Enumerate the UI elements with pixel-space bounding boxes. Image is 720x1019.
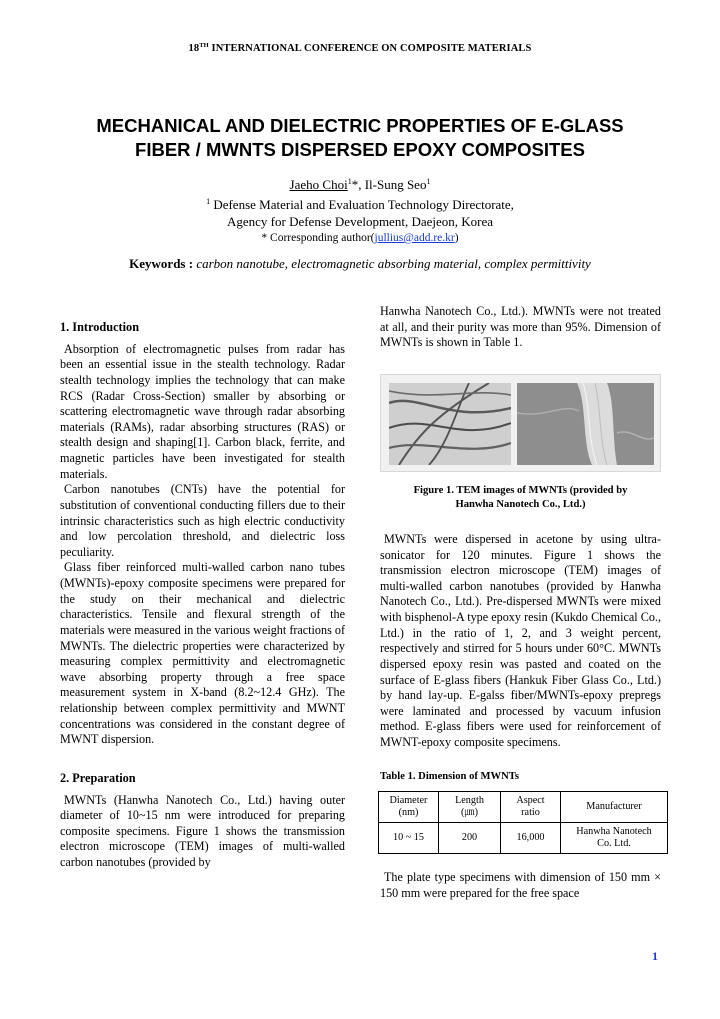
section-heading-introduction: 1. Introduction: [60, 320, 140, 334]
cell-manufacturer: [561, 823, 668, 854]
keywords-line: [0, 256, 720, 272]
cell-manufacturer-line-1: Hanwha Nanotech: [576, 826, 652, 838]
cell-aspect-ratio: 16,000: [501, 823, 561, 854]
keywords-text: carbon nanotube, electromagnetic absorbing material, complex permittivity: [196, 256, 591, 271]
left-column: [60, 304, 345, 871]
right-paragraph-3: The plate type specimens with dimension of 150 mm × 150 mm were prepared for the free space: [380, 870, 661, 900]
author-2-affil: 1: [426, 177, 431, 186]
paper-title-line-2: FIBER / MWNTS DISPERSED EPOXY COMPOSITES: [135, 139, 585, 160]
prep-paragraph-1: MWNTs (Hanwha Nanotech Co., Ltd.) having outer diameter of 10~15 nm were introduced for preparing composite specimens. Figure 1 shows the transmission electron microscope (TEM) images of multi-walled carbon nanotubes (provided by: [60, 792, 345, 869]
author-2-name: Il-Sung Seo: [364, 177, 427, 192]
table-header-aspect-ratio: [501, 792, 561, 823]
table-row: [379, 823, 668, 854]
header-length-unit: (㎛): [461, 807, 478, 819]
affiliation-number: 1: [206, 197, 211, 206]
header-aspect-label: Aspect: [516, 795, 545, 807]
conference-name: INTERNATIONAL CONFERENCE ON COMPOSITE MATERIALS: [208, 43, 532, 54]
right-column: [380, 304, 661, 902]
intro-paragraph-1: Absorption of electromagnetic pulses from radar has been an essential issue in the stealth technology. Radar stealth technology implies the technology that can make RCS (Radar Cross-Section) smaller by absorbing or scattering electromagnetic wave through radar absorbing materials (RAMs), radar absorbing structures (RAS) or stealth design and shaping[1]. Carbon black, ferrite, and magnetic particles have been investigated for stealth materials.: [60, 341, 345, 481]
author-block: [0, 173, 720, 247]
table-header-manufacturer: Manufacturer: [561, 792, 668, 823]
page-number: 1: [652, 949, 658, 963]
paper-title: [40, 114, 680, 162]
conference-ordinal: 18: [188, 43, 200, 54]
corresponding-email-link[interactable]: jullius@add.re.kr: [374, 232, 455, 244]
section-heading-preparation: 2. Preparation: [60, 770, 136, 785]
table-1-dimensions: [378, 791, 668, 854]
paper-title-line-1: MECHANICAL AND DIELECTRIC PROPERTIES OF E-GLASS: [96, 115, 624, 136]
cell-manufacturer-line-2: Co. Ltd.: [597, 838, 631, 850]
corresponding-prefix: * Corresponding author(: [261, 232, 375, 244]
figure-1-caption: [380, 484, 661, 512]
corresponding-suffix: ): [454, 232, 459, 244]
figure-1-tem-images: [380, 374, 661, 472]
author-line: [0, 173, 720, 193]
right-paragraph-2: MWNTs were dispersed in acetone by using ultra-sonicator for 120 minutes. Figure 1 shows the transmission electron microscope (TEM) images of multi-walled carbon nanotubes (provided by Hanwha Nanotech Co., Ltd.). Pre-dispersed MWNTs were mixed with bisphenol-A type epoxy resin (Kukdo Chemical Co., Ltd.) in the ratio of 1, 2, and 3 weight percent, respectively and stirred for 5 hours under 60°C. MWNTs dispersed epoxy resin was pasted and coated on the surface of E-glass fibers (Hankuk Fiber Glass Co., Ltd.) by hand lay-up. E-galss fiber/MWNTs-epoxy prepregs were laminated and processed by vacuum infusion method. E-glass fibers were used for reinforcement of MWNT-epoxy composite specimens.: [380, 531, 661, 749]
header-diameter-label: Diameter: [389, 795, 428, 807]
tem-image-right: [517, 383, 654, 465]
keywords-label: Keywords :: [129, 256, 197, 271]
intro-paragraph-2: Carbon nanotubes (CNTs) have the potential for substitution of conventional conducting fillers due to their intrinsic characteristics such as high electric conductivity and low percolation threshold, and dielectric loss peculiarity.: [60, 482, 345, 559]
tem-image-left: [389, 383, 511, 465]
table-1-caption: Table 1. Dimension of MWNTs: [380, 770, 520, 782]
header-length-label: Length: [455, 795, 484, 807]
figure-1-caption-line-1: Figure 1. TEM images of MWNTs (provided by: [413, 484, 628, 496]
cell-diameter: 10 ~ 15: [379, 823, 439, 854]
table-header-length: [439, 792, 501, 823]
author-1-name: Jaeho Choi: [289, 177, 348, 192]
header-diameter-unit: (nm): [398, 807, 419, 819]
right-paragraph-1: Hanwha Nanotech Co., Ltd.). MWNTs were not treated at all, and their purity was more than 95%. Dimension of MWNTs is shown in Table 1.: [380, 304, 661, 350]
figure-1-caption-line-2: Hanwha Nanotech Co., Ltd.): [455, 498, 586, 510]
affiliation-line-1: [0, 193, 720, 213]
conference-ordinal-suffix: TH: [199, 42, 209, 49]
table-header-diameter: [379, 792, 439, 823]
cell-length: 200: [439, 823, 501, 854]
affiliation-line-2: Agency for Defense Development, Daejeon, Korea: [226, 214, 494, 229]
corresponding-author-line: [0, 230, 720, 247]
conference-header: [0, 42, 720, 54]
author-1-corresponding-mark: *,: [351, 177, 365, 192]
author-1-affil: 1: [347, 177, 352, 186]
intro-paragraph-3: Glass fiber reinforced multi-walled carbon nano tubes (MWNTs)-epoxy composite specimens were prepared for the study on their mechanical and dielectric characteristics. Tensile and flexural strength of the materials were measured in the various weight fractions of MWNTs. The dielectric properties were characterized by measuring complex permittivity and electromagnetic wave absorbing property through a free space measurement system in X-band (8.2~12.4 GHz). The relationship between complex permittivity and MWNT concentrations was considered in the constant degree of MWNT dispersion.: [60, 560, 345, 747]
affiliation-text-1: Defense Material and Evaluation Technology Directorate,: [210, 197, 514, 212]
header-aspect-unit: ratio: [521, 807, 540, 819]
table-header-row: [379, 792, 668, 823]
